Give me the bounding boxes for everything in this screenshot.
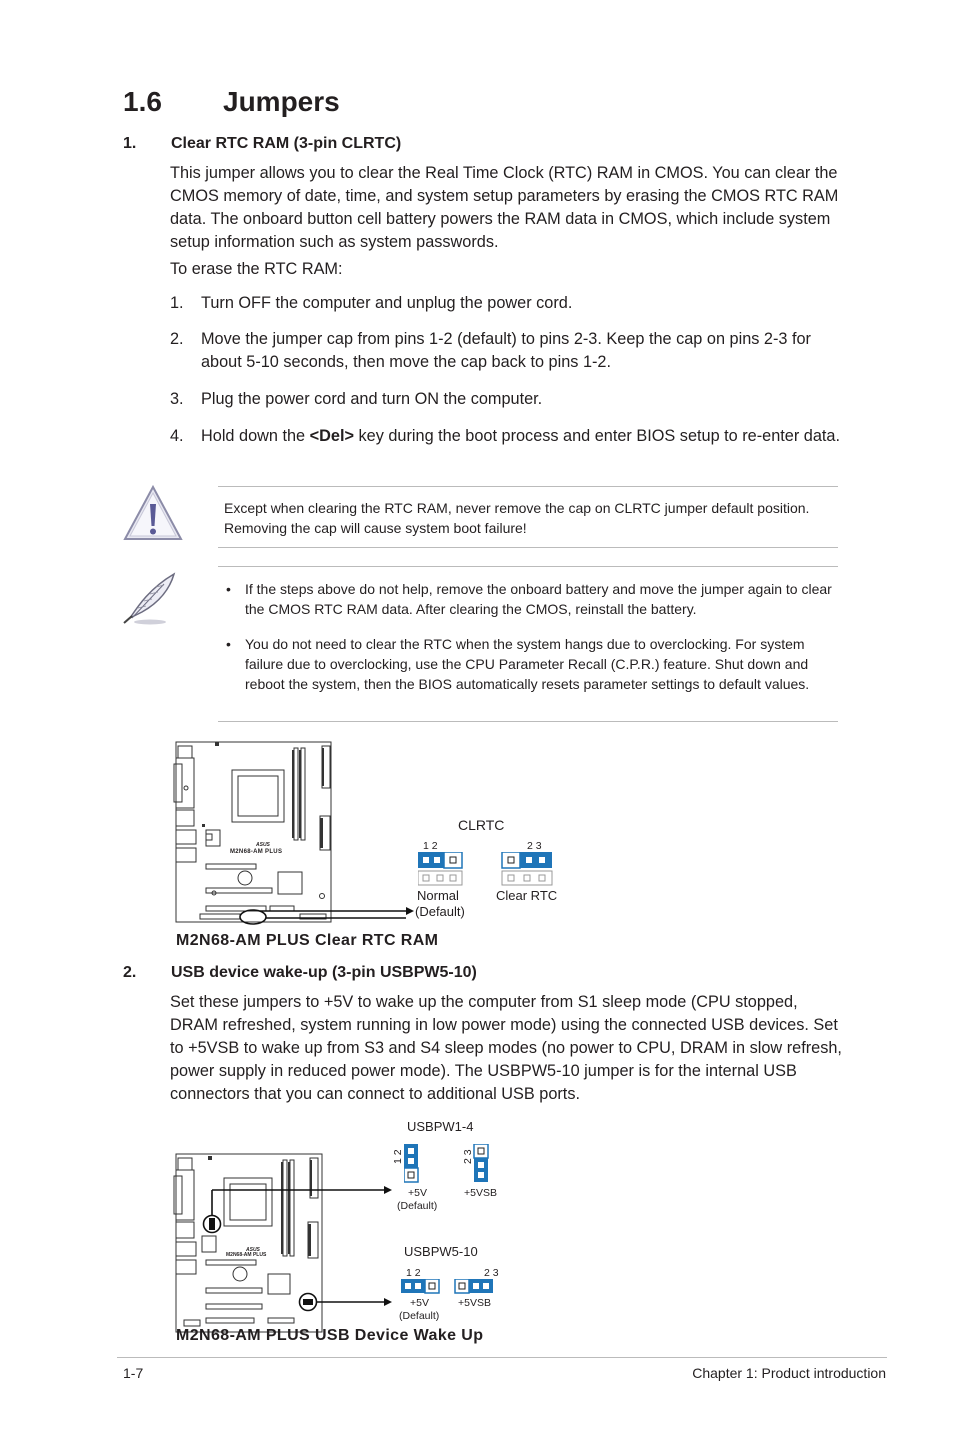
board-label: M2N68-AM PLUS: [226, 1252, 267, 1258]
usbpw1-4-5vsb-label: +5VSB: [464, 1187, 497, 1199]
note-item: • If the steps above do not help, remove the onboard battery and move the jumper again to clear the CMOS RTC RAM data. After clearing the CMOS, reinstall the battery.: [226, 581, 832, 617]
usbpw5-10-label: USBPW5-10: [404, 1244, 478, 1259]
step-3: 3. Plug the power cord and turn ON the computer.: [170, 390, 543, 408]
note-item: • You do not need to clear the RTC when the system hangs due to overclocking. For system failure due to overclocking, use the CPU Parameter Recall (C.P.R.) feature. Shut down and reboot the system, then the BIOS automatically resets parameter settings to default values.: [226, 636, 810, 692]
chapter-title: Chapter 1: Product introduction: [692, 1365, 886, 1381]
usbpw1-4-default-label: (Default): [397, 1200, 438, 1212]
note-feather-icon: [120, 568, 180, 631]
usbpw5-10-pins-12: 1 2: [406, 1267, 421, 1279]
step-1: 1. Turn OFF the computer and unplug the power cord.: [170, 294, 573, 312]
section1-number: 1.: [123, 135, 137, 152]
caution-text: Except when clearing the RTC RAM, never remove the cap on CLRTC jumper default position. Removing the cap will cause system boot failure!: [224, 500, 810, 536]
section-title: Jumpers: [223, 86, 340, 117]
footer-divider: [117, 1357, 887, 1358]
note-list: [218, 579, 838, 694]
section2-number: 2.: [123, 964, 137, 981]
usb-wake-caption: M2N68-AM PLUS USB Device Wake Up: [176, 1327, 484, 1344]
page-title: [123, 86, 340, 118]
usbpw5-10-pins-23: 2 3: [484, 1267, 499, 1279]
caution-icon: [122, 484, 184, 547]
caution-box: [218, 486, 838, 548]
usbpw1-4-label: USBPW1-4: [407, 1119, 474, 1134]
clear-rtc-label: Clear RTC: [496, 888, 558, 903]
asus-logo: ASUS: [256, 842, 270, 848]
usbpw1-4-pins-12: 1 2: [392, 1149, 404, 1164]
board-label: M2N68-AM PLUS: [230, 849, 283, 855]
page-number: 1-7: [123, 1365, 144, 1381]
asus-logo: ASUS: [246, 1247, 260, 1253]
section2-title: USB device wake-up (3-pin USBPW5-10): [171, 964, 477, 981]
section-number: 1.6: [123, 86, 162, 117]
step-2: 2. Move the jumper cap from pins 1-2 (default) to pins 2-3. Keep the cap on pins 2-3 for about 5-10 seconds, then move the cap back to pins 1-2.: [170, 330, 811, 371]
step-4: 4. Hold down the <Del> key during the boot process and enter BIOS setup to re-enter data.: [170, 427, 840, 445]
section2-paragraph: Set these jumpers to +5V to wake up the computer from S1 sleep mode (CPU stopped, DRAM refreshed, system running in low power mode) using the connected USB devices. Set to +5VSB to wake up from S3 and S4 sleep modes (no power to CPU, DRAM in slow refresh, power supply in reduced power mode). The USBPW5-10 jumper is for the internal USB connectors that you can connect to additional USB ports.: [170, 993, 842, 1103]
clrtc-caption: M2N68-AM PLUS Clear RTC RAM: [176, 932, 439, 949]
usbpw1-4-jumper-drawing: [404, 1144, 504, 1184]
clrtc-label: CLRTC: [458, 817, 505, 833]
motherboard-drawing: [170, 738, 650, 933]
section1-title: Clear RTC RAM (3-pin CLRTC): [171, 135, 402, 152]
usbpw1-4-pins-23: 2 3: [462, 1149, 474, 1164]
usbpw5-10-jumper-drawing: [401, 1279, 501, 1299]
usb-wake-diagram: [150, 1112, 530, 1347]
usbpw1-4-5v-label: +5V: [408, 1187, 427, 1199]
usbpw5-10-5vsb-label: +5VSB: [458, 1297, 491, 1309]
usbpw5-10-default-label: (Default): [399, 1310, 440, 1322]
section1-intro: To erase the RTC RAM:: [170, 260, 343, 278]
normal-label: Normal: [417, 888, 459, 903]
clrtc-diagram: [170, 738, 650, 933]
note-box: [218, 566, 838, 722]
section1-paragraph: This jumper allows you to clear the Real Time Clock (RTC) RAM in CMOS. You can clear the CMOS memory of date, time, and system setup parameters by erasing the CMOS RTC RAM data. The onboard button cell battery powers the RAM data in CMOS, which include system setup information such as system passwords.: [170, 164, 839, 251]
pins-1-2-label: 1 2: [423, 840, 438, 852]
del-key: <Del>: [309, 427, 354, 445]
usbpw5-10-5v-label: +5V: [410, 1297, 429, 1309]
normal-default-label: (Default): [415, 904, 465, 919]
pins-2-3-label: 2 3: [527, 840, 542, 852]
